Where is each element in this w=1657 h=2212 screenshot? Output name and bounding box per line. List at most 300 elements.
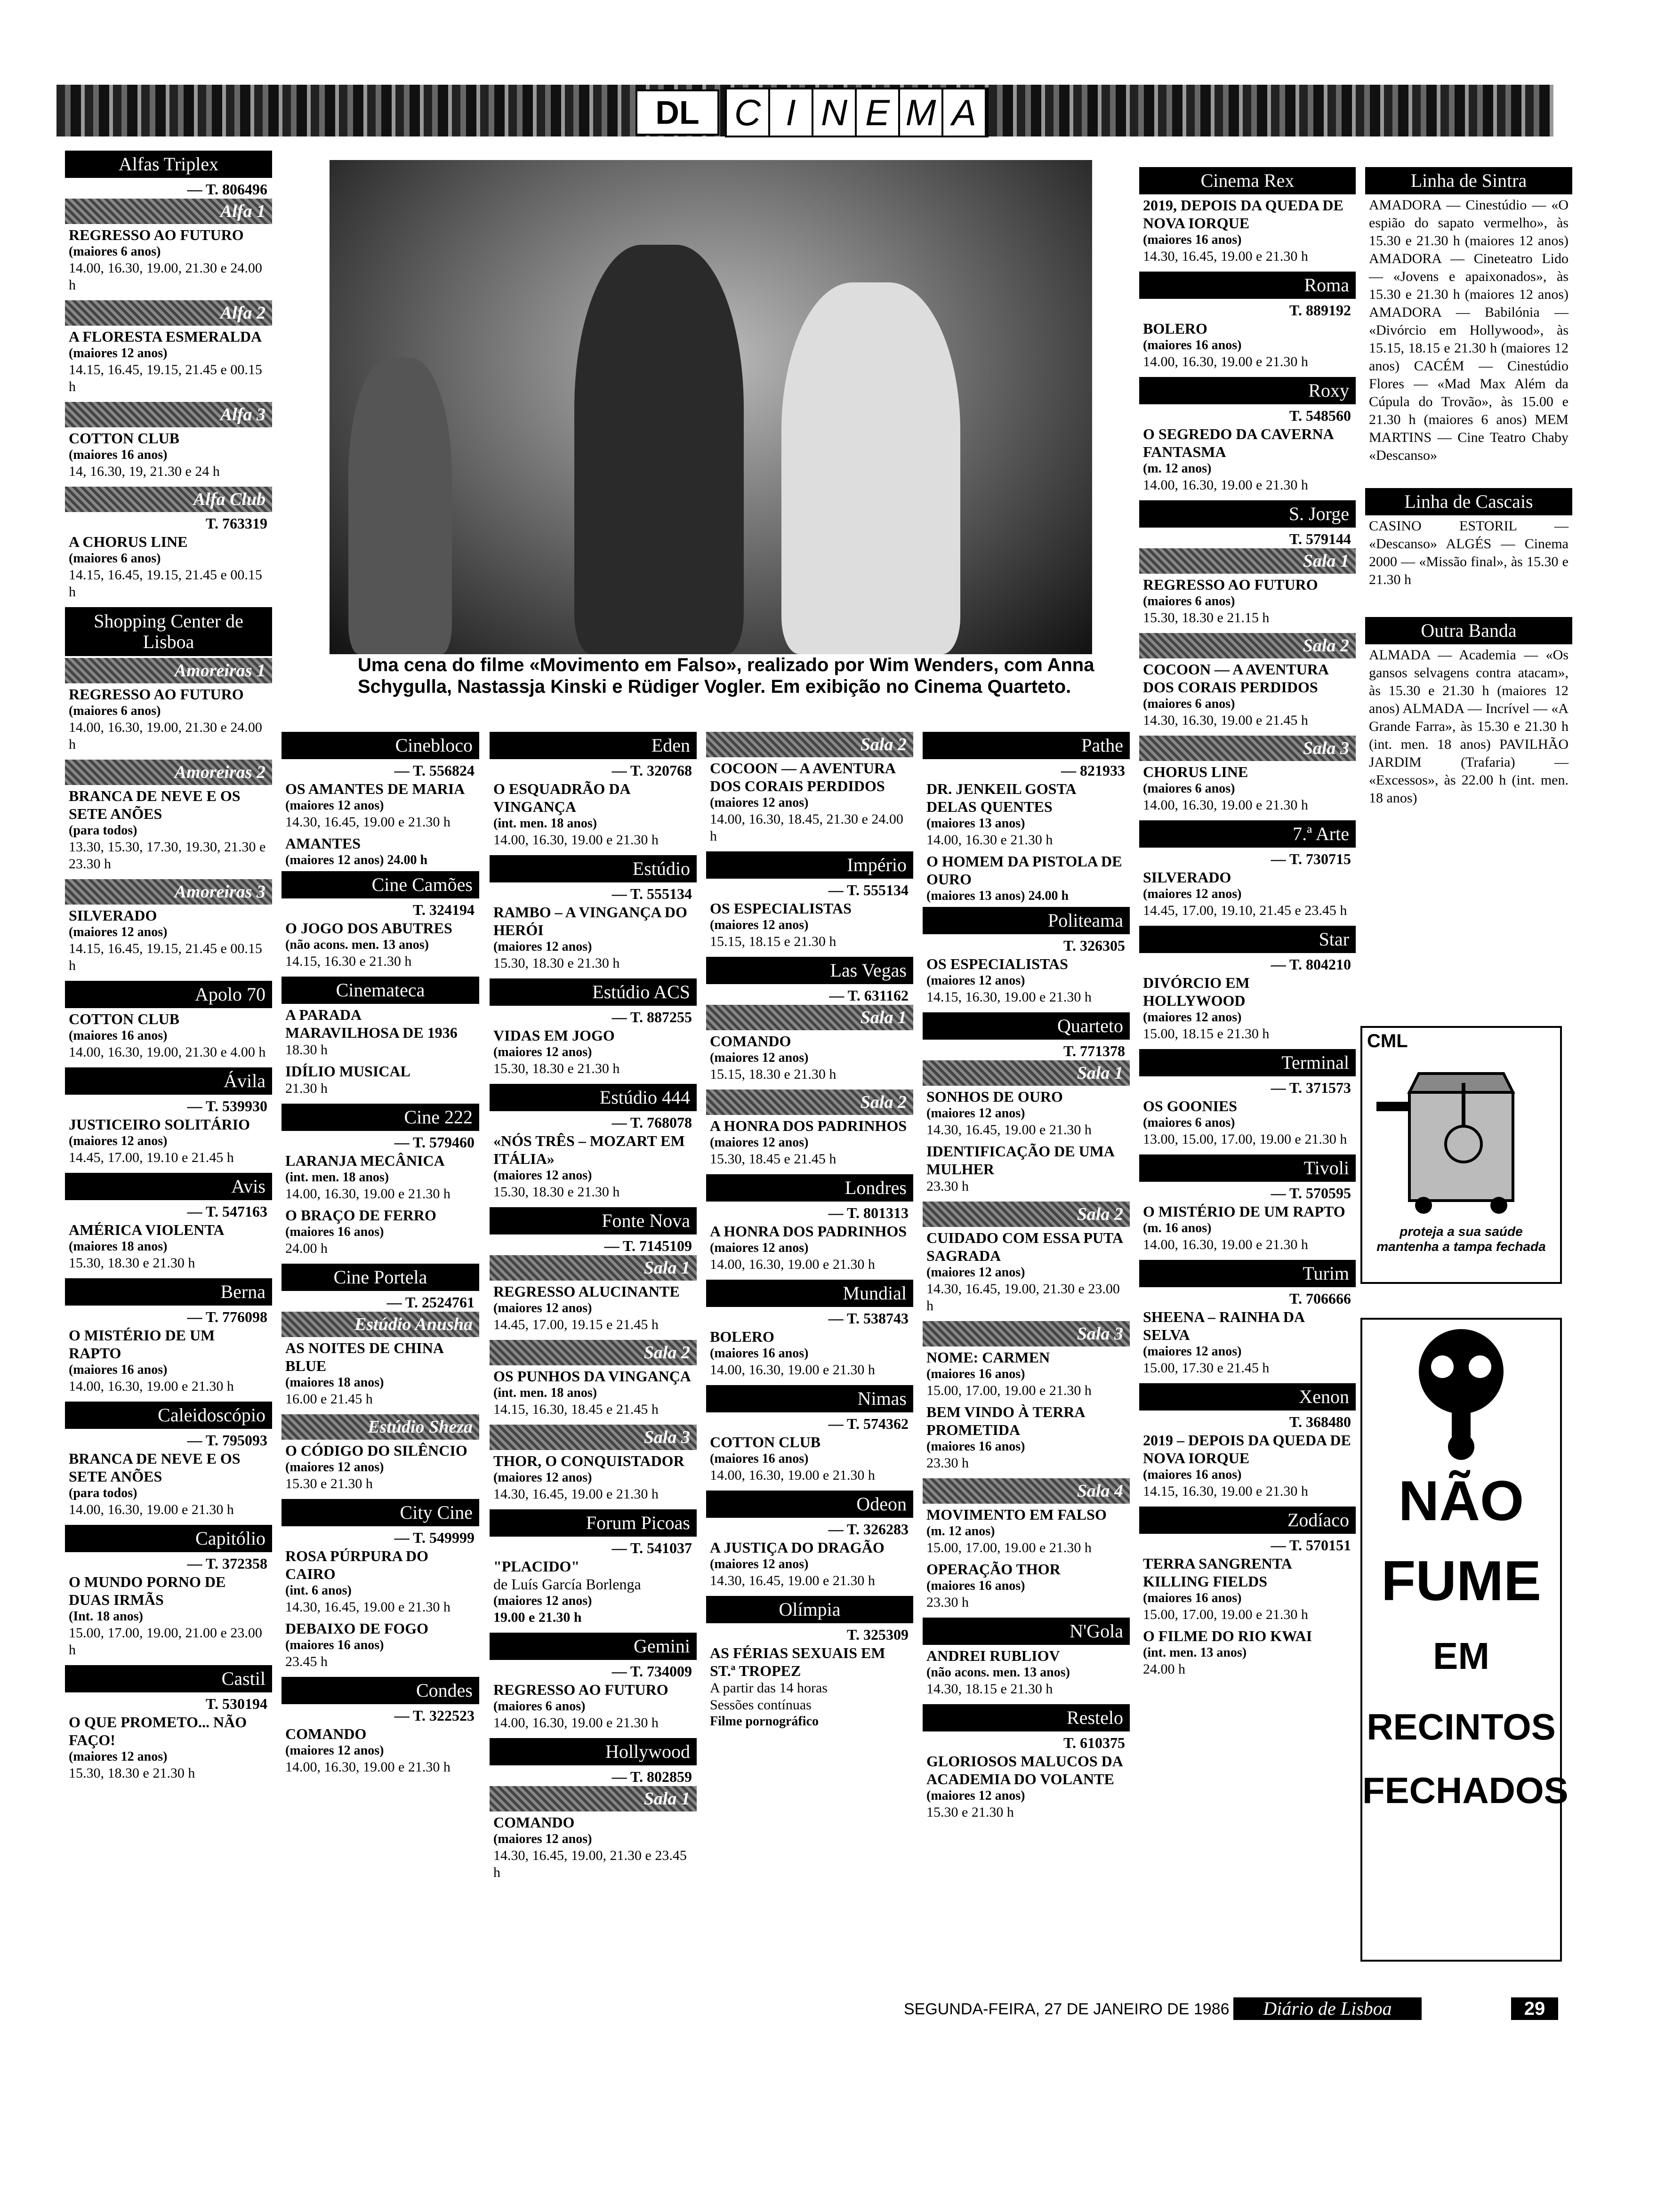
showtimes: 15.30, 18.30 e 21.30 h (493, 1184, 620, 1200)
film-title: IDÍLIO MUSICAL (285, 1063, 410, 1080)
screen-label: Amoreiras 3 (65, 879, 272, 905)
film-title: VIDAS EM JOGO (493, 1027, 615, 1044)
screen-label: Sala 1 (1139, 548, 1356, 574)
film-title: AMÉRICA VIOLENTA (69, 1221, 225, 1238)
phone: T. 530194 (206, 1695, 267, 1712)
cinema-roxy: Roxy (1139, 377, 1356, 404)
film-title: "PLACIDO" (493, 1558, 580, 1575)
screen-label: Sala 1 (923, 1060, 1130, 1086)
showtimes: 18.30 h (285, 1042, 328, 1058)
cinema-olimpia: Olímpia (706, 1596, 913, 1623)
film-title: O BRAÇO DE FERRO (285, 1207, 436, 1224)
figure-man (574, 245, 744, 654)
phone: — T. 795093 (187, 1432, 267, 1449)
film-title: ANDREI RUBLIOV (926, 1647, 1060, 1664)
phone: — T. 556824 (394, 762, 475, 779)
showtimes: 15.00, 17.00, 19.00, 21.00 e 23.00 h (69, 1625, 262, 1658)
phone: — T. 539930 (187, 1098, 267, 1114)
showtimes: 14.00, 16.30, 19.00 e 21.30 h (493, 832, 659, 848)
phone: T. 324194 (413, 901, 475, 918)
screen-label: Sala 1 (490, 1786, 697, 1811)
column-2 (282, 732, 479, 1970)
showtimes: 14.15, 16.30, 18.45 e 21.45 h (493, 1402, 659, 1417)
showtimes: 14.15, 16.30, 19.00 e 21.30 h (1143, 1483, 1308, 1499)
cinema-pathe: Pathe (923, 732, 1130, 759)
showtimes: 14.15, 16.30 e 21.30 h (285, 954, 412, 969)
no-smoking-line: FECHADOS (1362, 1770, 1569, 1811)
rating: (maiores 12 anos) (710, 1241, 809, 1255)
showtimes: 15.15, 18.30 e 21.30 h (710, 1066, 837, 1082)
film-title: A FLORESTA ESMERALDA (69, 328, 262, 345)
rating: (maiores 6 anos) (1143, 697, 1235, 711)
showtimes: 14.00, 16.30, 19.00 e 21.30 h (710, 1257, 875, 1272)
showtimes: 14.15, 16.30, 19.00 e 21.30 h (926, 989, 1092, 1005)
film-title: AS NOITES DE CHINA BLUE (285, 1339, 443, 1374)
phone: — T. 326283 (828, 1521, 909, 1538)
film-title: ROSA PÚRPURA DO CAIRO (285, 1547, 429, 1582)
showtimes: 14.30, 16.45, 19.00 e 21.30 h (710, 1573, 875, 1588)
showtimes: 23.30 h (926, 1178, 969, 1194)
showtimes: 14.30, 16.45, 19.00 e 21.30 h (285, 1599, 450, 1615)
phone: T. 579144 (1289, 530, 1351, 547)
showtimes: 14.00, 16.30 e 21.30 h (926, 832, 1053, 848)
no-smoking-line: EM (1433, 1635, 1489, 1677)
cinema-imperio: Império (706, 851, 913, 879)
column-5 (923, 732, 1130, 1970)
showtimes: A partir das 14 horas (710, 1680, 828, 1696)
rating: (maiores 12 anos) (493, 1301, 592, 1315)
phone: — T. 570595 (1271, 1185, 1351, 1202)
film-director: de Luís García Borlenga (493, 1576, 641, 1593)
rating: (maiores 16 anos) (1143, 232, 1242, 247)
film-title: BOLERO (1143, 320, 1207, 337)
showtimes: 14.15, 16.45, 19.15, 21.45 e 00.15 h (69, 941, 262, 973)
showtimes: 14.00, 16.30, 19.00, 21.30 e 24.00 h (69, 260, 262, 293)
rating: (m. 12 anos) (926, 1524, 995, 1539)
film-title: SILVERADO (69, 907, 157, 924)
film-title: AS FÉRIAS SEXUAIS EM ST.ª TROPEZ (710, 1644, 885, 1679)
showtimes: 14.30, 16.45, 19.00 e 21.30 h (926, 1122, 1092, 1138)
screen-label: Sala 2 (490, 1340, 697, 1365)
rating: (int. men. 18 anos) (493, 1386, 597, 1400)
film-title: REGRESSO ALUCINANTE (493, 1283, 680, 1300)
phone: — T. 631162 (829, 987, 909, 1004)
screen-label: Amoreiras 2 (65, 760, 272, 785)
rating: (maiores 12 anos) 24.00 h (285, 853, 428, 867)
film-title: 2019, DEPOIS DA QUEDA DE NOVA IORQUE (1143, 197, 1343, 232)
rating: (maiores 12 anos) (493, 1832, 592, 1846)
rating: (maiores 12 anos) (285, 1743, 384, 1758)
cinema-cinebloco: Cinebloco (282, 732, 479, 759)
gas-mask-icon (1362, 1320, 1560, 1461)
cinema-camoes: Cine Camões (282, 871, 479, 898)
film-title: O FILME DO RIO KWAI (1143, 1627, 1312, 1644)
rating: (maiores 6 anos) (493, 1699, 586, 1714)
cinema-mundial: Mundial (706, 1280, 913, 1307)
showtimes: 14.00, 16.30, 19.00 e 21.30 h (1143, 1237, 1308, 1252)
showtimes: 14.00, 16.30, 19.00 e 21.30 h (710, 1467, 875, 1483)
film-title: A JUSTIÇA DO DRAGÃO (710, 1539, 885, 1556)
showtimes: 21.30 h (285, 1081, 328, 1096)
screen-label: Estúdio Anusha (282, 1312, 479, 1337)
cinema-7-arte: 7.ª Arte (1139, 820, 1356, 848)
rating: (não acons. men. 13 anos) (285, 938, 429, 952)
film-title: BOLERO (710, 1328, 774, 1345)
screen-label: Sala 2 (706, 1090, 913, 1115)
rating: (maiores 13 anos) (926, 816, 1025, 831)
rating: (maiores 12 anos) (710, 1135, 809, 1150)
showtimes: 14.00, 16.30, 19.00 e 21.30 h (493, 1715, 659, 1731)
film-title: IDENTIFICAÇÃO DE UMA MULHER (926, 1143, 1114, 1178)
region-listings: AMADORA — Cinestúdio — «O espião do sapato vermelho», às 15.30 e 21.30 h (maiores 12 anos) AMADORA — Cineteatro Lido — «Jovens e apaixonados», às 15.30 e 21.30 h (maiores 12 anos) AMADORA — Babilónia — «Divórcio em Hollywood», às 15.15, 18.15 e 21.30 h (maiores 12 anos) CACÉM — Cinestúdio Flores — «Mad Max Além da Cúpula do Trovão», às 15.00 e 21.30 h (maiores 6 anos) MEM MARTINS — Cine Teatro Chaby «Descanso» (1369, 197, 1569, 463)
screen-label: Sala 4 (923, 1478, 1130, 1504)
phone: T. 325309 (847, 1626, 909, 1643)
rating: (maiores 16 anos) (926, 1579, 1025, 1593)
film-title: NOME: CARMEN (926, 1349, 1050, 1366)
phone: — T. 579460 (394, 1134, 475, 1151)
session-note: Sessões contínuas (710, 1697, 812, 1713)
showtimes: 14, 16.30, 19, 21.30 e 24 h (69, 464, 220, 479)
film-title: OS AMANTES DE MARIA (285, 780, 465, 797)
film-title: O ESQUADRÃO DA VINGANÇA (493, 780, 630, 815)
film-title: A HONRA DOS PADRINHOS (710, 1223, 907, 1240)
film-title: THOR, O CONQUISTADOR (493, 1452, 684, 1469)
showtimes: 14.00, 16.30, 19.00 e 21.30 h (1143, 354, 1308, 369)
section-logo: DL (635, 89, 719, 136)
rating: (maiores 12 anos) (710, 1557, 809, 1571)
film-title: TERRA SANGRENTA KILLING FIELDS (1143, 1555, 1292, 1590)
cinema-avila: Ávila (65, 1067, 272, 1095)
showtimes: 14.45, 17.00, 19.10 e 21.45 h (69, 1150, 234, 1165)
film-title: OS PUNHOS DA VINGANÇA (493, 1368, 691, 1385)
trash-bin-icon (1362, 1055, 1560, 1224)
film-title: COTTON CLUB (69, 1010, 180, 1027)
showtimes: 14.00, 16.30, 19.00 e 21.30 h (69, 1378, 234, 1394)
film-title: A CHORUS LINE (69, 533, 188, 550)
film-title: LARANJA MECÂNICA (285, 1152, 445, 1169)
section-letter: C (727, 89, 770, 136)
phone: T. 889192 (1289, 302, 1351, 319)
rating: (maiores 12 anos) (1143, 1344, 1242, 1359)
showtimes: 15.00, 18.15 e 21.30 h (1143, 1026, 1270, 1042)
film-title: REGRESSO AO FUTURO (493, 1681, 668, 1698)
section-title (725, 88, 989, 137)
screen-label: Sala 2 (1139, 633, 1356, 658)
showtimes: 15.30, 18.30 e 21.30 h (69, 1765, 195, 1781)
phone: — T. 574362 (828, 1415, 909, 1432)
figure-child (348, 358, 452, 654)
film-title: SONHOS DE OURO (926, 1088, 1063, 1105)
rating: (maiores 18 anos) (69, 1239, 168, 1254)
cinema-eden: Eden (490, 732, 697, 759)
phone: T. 610375 (1063, 1734, 1125, 1751)
cinema-restelo: Restelo (923, 1704, 1130, 1731)
film-title: O MISTÉRIO DE UM RAPTO (1143, 1203, 1345, 1220)
film-title: O MISTÉRIO DE UM RAPTO (69, 1327, 215, 1362)
rating: (maiores 16 anos) (710, 1451, 809, 1466)
cinema-222: Cine 222 (282, 1104, 479, 1131)
showtimes: 13.00, 15.00, 17.00, 19.00 e 21.30 h (1143, 1131, 1347, 1147)
region-listings: CASINO ESTORIL — «Descanso» ALGÉS — Cinema 2000 — «Missão final», às 15.30 e 21.30 h (1369, 518, 1569, 587)
column-3 (490, 732, 697, 1970)
cinema-alfas-triplex: Alfas Triplex (65, 151, 272, 178)
column-4 (706, 732, 913, 1970)
rating: (maiores 12 anos) (493, 1045, 592, 1059)
phone: T. 706666 (1289, 1290, 1351, 1307)
showtimes: 14.30, 16.45, 19.00, 21.30 e 23.00 h (926, 1281, 1120, 1314)
showtimes: 24.00 h (1143, 1661, 1185, 1677)
cinema-forum-picoas: Forum Picoas (490, 1509, 697, 1537)
rating: (maiores 16 anos) (926, 1439, 1025, 1454)
film-title: O CÓDIGO DO SILÊNCIO (285, 1442, 467, 1459)
phone: T. 763319 (206, 515, 267, 532)
film-title: O HOMEM DA PISTOLA DE OURO (926, 853, 1122, 888)
phone: — T. 538743 (828, 1310, 909, 1327)
phone: — T. 320768 (611, 762, 692, 779)
showtimes: 15.30 e 21.30 h (926, 1804, 1014, 1820)
rating: (int. men. 13 anos) (1143, 1645, 1247, 1660)
rating: (maiores 16 anos) (69, 1362, 168, 1377)
showtimes: 14.30, 16.45, 19.00 e 21.30 h (285, 814, 450, 830)
phone: — T. 804210 (1271, 956, 1351, 973)
showtimes: 15.15, 18.15 e 21.30 h (710, 934, 837, 949)
screen-label: Alfa 3 (65, 402, 272, 427)
cinema-odeon: Odeon (706, 1491, 913, 1518)
rating: (maiores 13 anos) 24.00 h (926, 889, 1069, 903)
cinema-castil: Castil (65, 1665, 272, 1692)
region-linha-de-sintra: Linha de Sintra (1365, 167, 1572, 194)
rating: (maiores 12 anos) (69, 1749, 168, 1764)
cinema-condes: Condes (282, 1677, 479, 1704)
film-title: COTTON CLUB (69, 430, 180, 447)
film-title: O QUE PROMETO... NÃO FAÇO! (69, 1714, 247, 1748)
cinema-roma: Roma (1139, 272, 1356, 299)
cinema-portela: Cine Portela (282, 1264, 479, 1291)
rating: (Int. 18 anos) (69, 1609, 143, 1624)
rating: (maiores 12 anos) (69, 346, 168, 361)
rating: (maiores 12 anos) (926, 1106, 1025, 1121)
cml-ad (1360, 1026, 1562, 1284)
film-title: OPERAÇÃO THOR (926, 1561, 1061, 1578)
phone: — T. 555134 (828, 882, 909, 898)
cinema-ngola: N'Gola (923, 1618, 1130, 1645)
film-title: OS ESPECIALISTAS (926, 955, 1068, 972)
screen-label: Sala 1 (706, 1005, 913, 1030)
footer-date: SEGUNDA-FEIRA, 27 DE JANEIRO DE 1986 (904, 2000, 1230, 2018)
showtimes: 15.00, 17.00, 19.00 e 21.30 h (926, 1383, 1092, 1398)
rating: (maiores 6 anos) (1143, 781, 1235, 796)
section-letter: M (900, 89, 943, 136)
film-title: CHORUS LINE (1143, 763, 1248, 780)
film-title: BRANCA DE NEVE E OS SETE ANÕES (69, 787, 241, 822)
phone: T. 326305 (1063, 937, 1125, 954)
screen-label: Sala 2 (923, 1202, 1130, 1227)
no-smoking-line: RECINTOS (1367, 1706, 1556, 1747)
showtimes: 15.30, 18.30 e 21.30 h (493, 1061, 620, 1076)
cinema-turim: Turim (1139, 1260, 1356, 1287)
film-title: COTTON CLUB (710, 1434, 821, 1451)
showtimes: 14.00, 16.30, 19.00 e 21.30 h (285, 1186, 450, 1202)
phone: T. 548560 (1289, 407, 1351, 424)
rating: (maiores 12 anos) (285, 798, 384, 813)
film-title: DIVÓRCIO EM HOLLYWOOD (1143, 974, 1250, 1009)
rating: (int. 6 anos) (285, 1583, 352, 1598)
rating: (maiores 12 anos) (1143, 887, 1242, 901)
cinema-avis: Avis (65, 1173, 272, 1200)
showtimes: 16.00 e 21.45 h (285, 1391, 373, 1407)
showtimes: 23.30 h (926, 1595, 969, 1610)
showtimes: 15.30, 18.30 e 21.30 h (69, 1255, 195, 1271)
rating: (maiores 6 anos) (69, 244, 161, 259)
rating: (maiores 6 anos) (69, 704, 161, 718)
film-title: AMANTES (285, 835, 361, 852)
rating: (para todos) (69, 1486, 137, 1500)
phone: — T. 768078 (611, 1114, 692, 1131)
film-title: O SEGREDO DA CAVERNA FANTASMA (1143, 425, 1333, 460)
rating: (int. men. 18 anos) (285, 1170, 389, 1185)
showtimes: 23.45 h (285, 1654, 328, 1669)
showtimes: 14.30, 18.15 e 21.30 h (926, 1681, 1053, 1697)
newspaper-logo: Diário de Lisboa (1233, 1997, 1422, 2020)
phone: — 821933 (1061, 762, 1125, 779)
cinema-zodiaco: Zodíaco (1139, 1507, 1356, 1534)
no-smoking-line: FUME (1381, 1549, 1541, 1612)
rating: (não acons. men. 13 anos) (926, 1665, 1070, 1680)
screen-label: Sala 2 (706, 732, 913, 757)
phone: — T. 806496 (187, 181, 267, 198)
phone: — T. 730715 (1271, 850, 1351, 867)
showtimes: 14.45, 17.00, 19.15 e 21.45 h (493, 1317, 659, 1332)
film-title: O MUNDO PORNO DE DUAS IRMÃS (69, 1573, 226, 1608)
rating: (m. 16 anos) (1143, 1221, 1212, 1235)
no-smoking-line: NÃO (1398, 1469, 1524, 1532)
rating: (maiores 12 anos) (493, 1168, 592, 1183)
film-title: BRANCA DE NEVE E OS SETE ANÕES (69, 1450, 241, 1485)
column-7 (1365, 167, 1572, 1014)
screen-label: Sala 3 (1139, 736, 1356, 761)
rating: (maiores 12 anos) (926, 1788, 1025, 1803)
showtimes: 15.30, 18.30 e 21.15 h (1143, 610, 1270, 625)
screen-label: Alfa 2 (65, 300, 272, 326)
film-title: DEBAIXO DE FOGO (285, 1620, 429, 1637)
rating: (maiores 12 anos) (926, 1265, 1025, 1280)
screen-label: Alfa 1 (65, 199, 272, 224)
cinema-terminal: Terminal (1139, 1049, 1356, 1076)
showtimes: 15.30 e 21.30 h (285, 1476, 373, 1491)
page-number: 29 (1511, 1997, 1558, 2020)
film-title: MOVIMENTO EM FALSO (926, 1506, 1107, 1523)
phone: — T. 776098 (187, 1308, 267, 1325)
cinema-las-vegas: Las Vegas (706, 957, 913, 984)
phone: T. 368480 (1289, 1413, 1351, 1430)
phone: — T. 802859 (611, 1768, 692, 1785)
rating: (maiores 16 anos) (926, 1367, 1025, 1381)
showtimes: 14.00, 16.30, 19.00, 21.30 e 24.00 h (69, 720, 262, 752)
phone: — T. 371573 (1271, 1079, 1351, 1096)
film-title: REGRESSO AO FUTURO (1143, 576, 1318, 593)
photo-caption: Uma cena do filme «Movimento em Falso», realizado por Wim Wenders, com Anna Schygulla, Nastassja Kinski e Rüdiger Vogler. Em exibição no Cinema Quarteto. (358, 655, 1094, 697)
showtimes: 15.30, 18.30 e 21.30 h (493, 955, 620, 971)
showtimes: 14.00, 16.30, 19.00, 21.30 e 4.00 h (69, 1044, 266, 1060)
phone: — T. 541037 (611, 1539, 692, 1556)
showtimes: 14.30, 16.45, 19.00, 21.30 e 23.45 h (493, 1848, 687, 1880)
rating: (maiores 16 anos) (69, 448, 168, 462)
showtimes: 14.00, 16.30, 19.00 e 21.30 h (69, 1502, 234, 1517)
phone: — T. 734009 (611, 1663, 692, 1680)
film-title: COMANDO (493, 1814, 575, 1831)
showtimes: 14.00, 16.30, 19.00 e 21.30 h (285, 1759, 450, 1775)
rating: (maiores 16 anos) (710, 1346, 809, 1361)
phone: — T. 7145109 (604, 1237, 692, 1254)
phone: — T. 2524761 (386, 1294, 475, 1311)
film-title: O JOGO DOS ABUTRES (285, 920, 452, 937)
cinema-capitolio: Capitólio (65, 1525, 272, 1552)
rating: (maiores 16 anos) (285, 1638, 384, 1652)
film-title: COMANDO (710, 1033, 791, 1050)
phone: — T. 570151 (1271, 1537, 1351, 1554)
screen-label: Sala 3 (490, 1425, 697, 1450)
region-outra-banda: Outra Banda (1365, 617, 1572, 644)
no-smoking-ad (1360, 1318, 1569, 1962)
film-title: REGRESSO AO FUTURO (69, 226, 244, 243)
showtimes: 14.30, 16.45, 19.00 e 21.30 h (1143, 248, 1308, 264)
showtimes: 14.30, 16.45, 19.00 e 21.30 h (493, 1486, 659, 1502)
showtimes: 19.00 e 21.30 h (493, 1610, 582, 1625)
showtimes: 15.00, 17.30 e 21.45 h (1143, 1360, 1270, 1376)
rating: (maiores 12 anos) (285, 1460, 384, 1475)
rating: (para todos) (69, 823, 137, 838)
film-title: OS ESPECIALISTAS (710, 900, 852, 917)
film-title: «NÓS TRÊS – MOZART EM ITÁLIA» (493, 1132, 685, 1167)
cinema-fonte-nova: Fonte Nova (490, 1207, 697, 1234)
cinema-s-jorge: S. Jorge (1139, 500, 1356, 528)
cml-slogan: proteja a sua saúde mantenha a tampa fechada (1376, 1224, 1546, 1254)
rating: (maiores 16 anos) (1143, 1467, 1242, 1482)
cinema-xenon: Xenon (1139, 1383, 1356, 1411)
film-title: COCOON — A AVENTURA DOS CORAIS PERDIDOS (710, 760, 895, 794)
rating: (maiores 16 anos) (69, 1028, 168, 1043)
figure-woman (781, 282, 960, 654)
rating: (maiores 12 anos) (69, 925, 168, 939)
phone: T. 771378 (1063, 1042, 1125, 1059)
section-letter: N (813, 89, 857, 136)
section-letter: E (857, 89, 900, 136)
showtimes: 13.30, 15.30, 17.30, 19.30, 21.30 e 23.30 h (69, 839, 266, 872)
cinema-rex: Cinema Rex (1139, 167, 1356, 194)
cinema-estudio-acs: Estúdio ACS (490, 978, 697, 1006)
cml-label: CML (1367, 1031, 1408, 1051)
rating: (maiores 16 anos) (1143, 1591, 1242, 1605)
film-title: JUSTICEIRO SOLITÁRIO (69, 1116, 250, 1133)
showtimes: 14.30, 16.30, 19.00 e 21.45 h (1143, 713, 1308, 728)
cinema-gemini: Gemini (490, 1633, 697, 1660)
region-linha-de-cascais: Linha de Cascais (1365, 488, 1572, 515)
phone: — T. 322523 (394, 1707, 475, 1724)
film-title: DR. JENKEIL GOSTA DELAS QUENTES (926, 780, 1076, 815)
cinema-apolo-70: Apolo 70 (65, 981, 272, 1008)
showtimes: 14.45, 17.00, 19.10, 21.45 e 23.45 h (1143, 903, 1347, 918)
cinema-caleidoscopio: Caleidoscópio (65, 1402, 272, 1429)
film-title: REGRESSO AO FUTURO (69, 686, 244, 703)
cinema-city-cine: City Cine (282, 1499, 479, 1526)
film-title: COMANDO (285, 1725, 367, 1742)
rating: (m. 12 anos) (1143, 461, 1212, 476)
cinema-star: Star (1139, 926, 1356, 953)
rating: (maiores 12 anos) (69, 1134, 168, 1148)
screen-label: Estúdio Sheza (282, 1414, 479, 1440)
region-listings: ALMADA — Academia — «Os gansos selvagens contra atacam», às 15.30 e 21.30 h (maiores 12 anos) ALMADA — Incrível — «A Grande Farra», às 15.30 e 21.30 h (int. men. 18 anos) PAVILHÃO JARDIM (Trafaria) — «Excessos», às 22.00 h (int. men. 18 anos) (1369, 647, 1569, 806)
phone: — T. 887255 (611, 1009, 692, 1026)
